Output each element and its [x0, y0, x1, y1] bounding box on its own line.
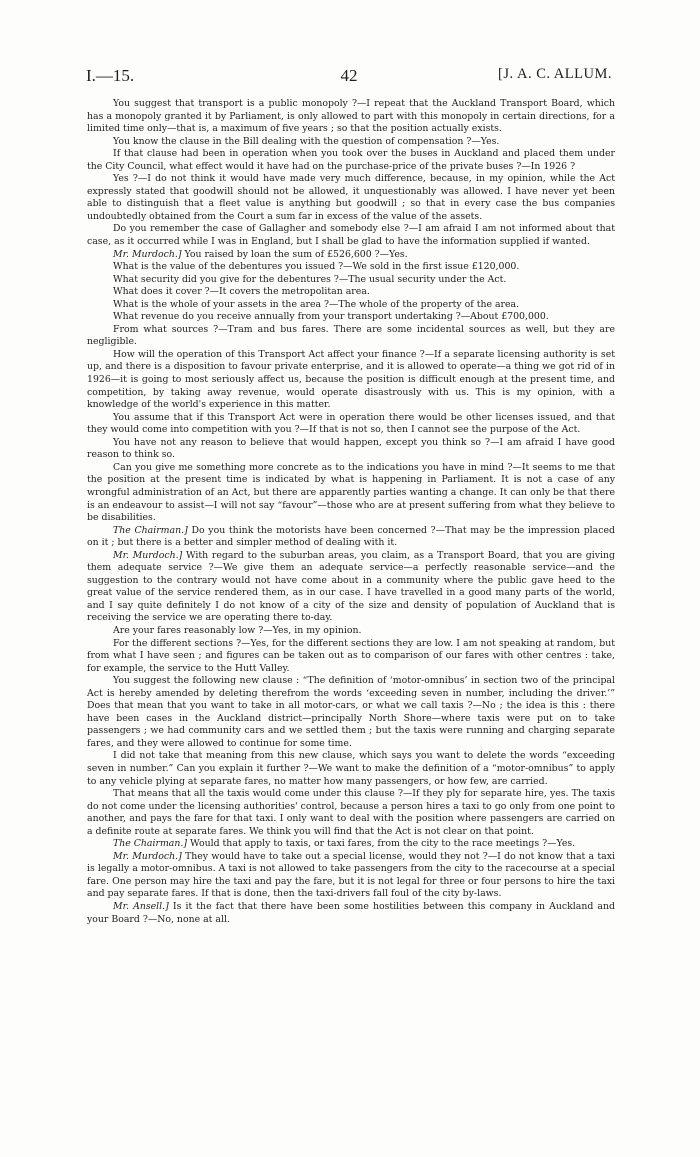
paragraph-text: For the different sections ?—Yes, for the different sections they are low. I am not speaking at random, but from what I have seen ; and figures can be taken out as to comparison of our fares with other centres : take, for example, the service to the Hutt Valley. — [87, 637, 615, 674]
transcript-paragraph — [87, 136, 615, 149]
paragraph-text: Do you think the motorists have been concerned ?—That may be the impression placed on it ; but there is a better and simpler method of dealing with it. — [87, 524, 615, 549]
transcript-paragraph — [87, 851, 615, 901]
transcript-paragraph — [87, 525, 615, 550]
transcript-paragraph — [87, 324, 615, 349]
speaker-label: Mr. Murdoch.] — [113, 850, 182, 862]
transcript-paragraph — [87, 437, 615, 462]
speaker-label: Mr. Murdoch.] — [113, 248, 182, 260]
paragraph-text: From what sources ?—Tram and bus fares. There are some incidental sources as well, but they are negligible. — [87, 323, 615, 348]
transcript-paragraph — [87, 286, 615, 299]
report-code: I.—15. — [86, 66, 135, 85]
speaker-label: The Chairman.] — [113, 524, 188, 536]
paragraph-text: Do you remember the case of Gallagher and somebody else ?—I am afraid I am not informed about that case, as it occurred while I was in England, but I shall be glad to have the information supplied if wanted. — [87, 223, 615, 248]
paragraph-text: I did not take that meaning from this new clause, which says you want to delete the words “exceeding seven in number.” Can you explain it further ?—We want to make the definition of a “motor-omnibus” to apply to any vehicle plying at separate fares, no matter how many passengers, or how few, are carried. — [87, 750, 615, 787]
paragraph-text: If that clause had been in operation when you took over the buses in Auckland and placed them under the City Council, what effect would it have had on the purchase-price of the private buses ?—In 1926 ? — [87, 148, 615, 172]
transcript-paragraph — [87, 675, 615, 750]
paragraph-text: What revenue do you receive annually from your transport undertaking ?—About £700,000. — [113, 311, 549, 323]
paragraph-text: What does it cover ?—It covers the metropolitan area. — [113, 286, 370, 298]
paragraph-text: How will the operation of this Transport Act affect your finance ?—If a separate licensing authority is set up, and there is a disposition to favour private enterprise, and it is allowed to operate—a thing we got rid of in 1926—it is going to most seriously affect us, because the position is difficult enough at the present time, and competition, by taking away revenue, would operate disastrously with us. This is my opinion, with a knowledge of the world's experience in this matter. — [87, 348, 615, 411]
paragraph-text: That means that all the taxis would come under this clause ?—If they ply for separate hire, yes. The taxis do not come under the licensing authorities' control, because a person hires a taxi to go only from one point to another, and pays the fare for that taxi. I only want to deal with the position where passengers are carried on a definite route at separate fares. We think you will find that the Act is not clear on that point. — [87, 788, 615, 837]
paragraph-text: What is the value of the debentures you issued ?—We sold in the first issue £120,000. — [113, 261, 520, 273]
transcript-paragraph — [87, 173, 615, 223]
speaker-label: Mr. Murdoch.] — [113, 549, 183, 561]
transcript-paragraph — [87, 274, 615, 287]
transcript-paragraph — [87, 299, 615, 312]
paragraph-text: Yes ?—I do not think it would have made very much difference, because, in my opinion, while the Act expressly stated that goodwill should not be allowed, it unquestionably was allowed. I have never yet been able to distinguish that a fleet value is anything but goodwill ; so that in every case the bus companies undoubtedly obtained from the Court a sum far in excess of the value of the assets. — [87, 173, 615, 222]
speaker-label: Mr. Ansell.] — [113, 901, 169, 912]
paragraph-text: Would that apply to taxis, or taxi fares, from the city to the race meetings ?—Yes. — [190, 838, 576, 850]
paragraph-text: What is the whole of your assets in the area ?—The whole of the property of the area. — [113, 298, 520, 310]
transcript-paragraph — [87, 788, 615, 838]
transcript-paragraph — [87, 311, 615, 324]
transcript-paragraph — [87, 261, 615, 274]
transcript-paragraph — [87, 901, 615, 926]
speaker-label: The Chairman.] — [113, 838, 188, 850]
paragraph-text: You have not any reason to believe that would happen, except you think so ?—I am afraid I have good reason to think so. — [87, 436, 615, 461]
transcript-paragraph — [87, 148, 615, 173]
transcript-paragraph — [87, 638, 615, 676]
transcript-body — [87, 98, 615, 926]
transcript-paragraph — [87, 750, 615, 788]
paragraph-text: You suggest that transport is a public monopoly ?—I repeat that the Auckland Transport Board, which has a monopoly granted it by Parliament, is only allowed to part with this monopoly in certain directions, for a limited time only—that is, a maximum of five years ; so that the position actually exists. — [87, 98, 615, 135]
transcript-paragraph — [87, 550, 615, 625]
page-number: 42 — [340, 66, 358, 85]
witness-name: [J. A. C. ALLUM. — [498, 66, 612, 82]
page-header — [86, 66, 612, 90]
paragraph-text: You assume that if this Transport Act were in operation there would be other licenses issued, and that they would come into competition with you ?—If that is not so, then I cannot see the purpose of the Act. — [87, 411, 615, 436]
transcript-paragraph — [87, 98, 615, 136]
transcript-paragraph — [87, 249, 615, 262]
transcript-paragraph — [87, 625, 615, 638]
transcript-paragraph — [87, 412, 615, 437]
paragraph-text: You raised by loan the sum of £526,600 ?—Yes. — [184, 248, 408, 260]
transcript-paragraph — [87, 349, 615, 412]
transcript-paragraph — [87, 223, 615, 248]
paragraph-text: You suggest the following new clause : “The definition of ‘motor-omnibus’ in section two of the principal Act is hereby amended by deleting therefrom the words ‘exceeding seven in number, including the driver.’” Does that mean that you want to take in all motor-cars, or what we call taxis ?—No ; the idea is this : there have been cases in the Auckland district—principally North Shore—where taxis were put on to take passengers ; we had community cars and we settled them ; but the taxis were running and charging separate fares, and they were allowed to continue for some time. — [87, 675, 615, 749]
paragraph-text: Can you give me something more concrete as to the indications you have in mind ?—It seems to me that the position at the present time is indicated by what is happening in Parliament. It is not a case of any wrongful administration of an Act, but there are apparently parties wanting a change. It can only be that there is an endeavour to assist—I will not say “favour”—those who are at present suffering from what they believe to be disabilities. — [87, 461, 615, 524]
paragraph-text: With regard to the suburban areas, you claim, as a Transport Board, that you are giving them adequate service ?—We give them an adequate service—a perfectly reasonable service—and the suggestion to the contrary would not have come about in a community where the public gave heed to the great value of the service rendered them, as in our case. I have travelled in a good many parts of the world, and I say quite definitely I do not know of a city of the size and density of population of Auckland that is receiving the service we are operating there to-day. — [87, 549, 615, 624]
paragraph-text: What security did you give for the debentures ?—The usual security under the Act. — [113, 273, 507, 285]
transcript-paragraph — [87, 838, 615, 851]
paragraph-text: Are your fares reasonably low ?—Yes, in my opinion. — [113, 624, 362, 636]
paragraph-text: They would have to take out a special license, would they not ?—I do not know that a taxi is legally a motor-omnibus. A taxi is not allowed to take passengers from the city to the racecourse at a special fare. One person may hire the taxi and pay the fare, but it is not legal for three or four persons to hire the taxi and pay separate fares. If that is done, then the taxi-drivers fall foul of the city by-laws. — [87, 850, 615, 900]
paragraph-text: Is it the fact that there have been some hostilities between this company in Auckland and your Board ?—No, none at all. — [87, 901, 615, 925]
paragraph-text: You know the clause in the Bill dealing with the question of compensation ?—Yes. — [113, 135, 500, 147]
transcript-paragraph — [87, 462, 615, 525]
